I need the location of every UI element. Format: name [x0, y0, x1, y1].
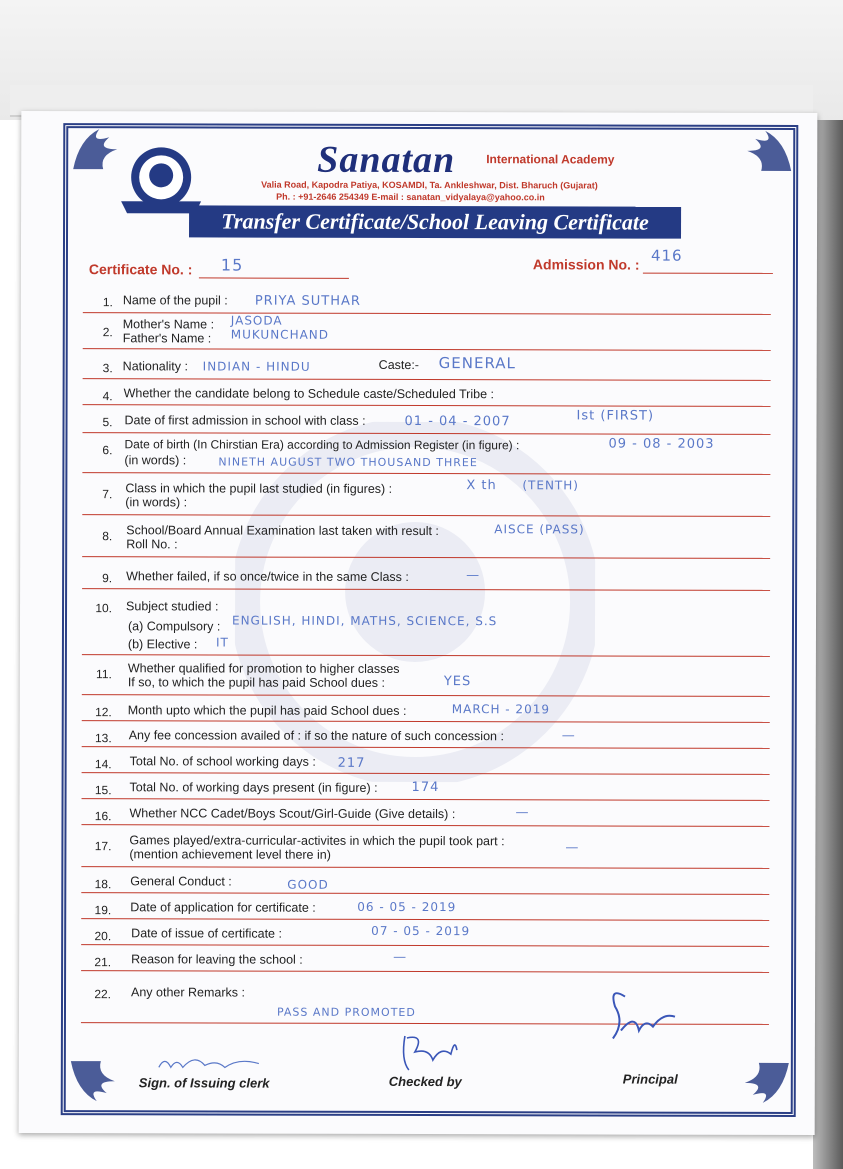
clerk-signature-label: Sign. of Issuing clerk	[138, 1075, 270, 1091]
row-number: 16.	[94, 809, 112, 824]
row-value-secondary: YES	[443, 674, 472, 690]
row-value: PASS AND PROMOTED	[276, 1005, 416, 1019]
row-number: 22.	[94, 987, 112, 1002]
corner-ornament-icon	[739, 1059, 793, 1113]
checker-signature	[395, 1030, 465, 1074]
row-value: —	[393, 949, 408, 965]
school-name: Sanatan	[317, 138, 456, 182]
row-label: Whether failed, if so once/twice in the same Class :	[126, 569, 409, 584]
row-number: 20.	[94, 929, 112, 944]
row-value: GOOD	[287, 877, 329, 892]
scan-background-top	[0, 0, 843, 120]
row-label-secondary: Roll No. :	[126, 537, 178, 552]
row-label: Total No. of school working days :	[129, 754, 316, 769]
row-label: Games played/extra-curricular-activites in which the pupil took part :	[129, 833, 505, 849]
row-number: 13.	[94, 731, 112, 746]
row-value: INDIAN - HINDU	[202, 359, 311, 374]
row-number: 17.	[94, 839, 112, 854]
row-value: PRIYA SUTHAR	[254, 293, 361, 309]
row-label: Date of application for certificate :	[130, 900, 316, 915]
row-label: Subject studied :	[126, 599, 219, 614]
row-3	[83, 349, 771, 381]
row-label-secondary: (in words) :	[124, 453, 187, 468]
row-value: MARCH - 2019	[451, 702, 550, 717]
school-address: Valia Road, Kapodra Patiya, KOSAMDI, Ta. Ankleshwar, Dist. Bharuch (Gujarat)	[261, 179, 598, 191]
row-value: 06 - 05 - 2019	[357, 899, 457, 915]
row-number: 15.	[94, 783, 112, 798]
row-label: Any other Remarks :	[131, 985, 245, 1000]
row-number: 8.	[102, 529, 113, 544]
row-label-tertiary: (b) Elective :	[127, 637, 198, 652]
row-10	[82, 589, 770, 657]
row-number: 3.	[102, 361, 113, 376]
row-label: Nationality :	[122, 359, 189, 374]
row-label-secondary: Caste:-	[378, 357, 419, 373]
row-label: General Conduct :	[130, 874, 232, 889]
row-label-secondary: (a) Compulsory :	[127, 619, 221, 634]
row-16	[81, 799, 769, 827]
row-value: 09 - 08 - 2003	[608, 436, 715, 452]
row-label: Month upto which the pupil has paid School dues :	[127, 703, 407, 718]
row-13	[82, 721, 770, 749]
row-number: 2.	[102, 325, 113, 340]
document-title: Transfer Certificate/School Leaving Certificate	[189, 205, 681, 238]
row-label: Mother's Name :	[122, 317, 215, 332]
row-value: 174	[411, 779, 440, 796]
row-label: Whether NCC Cadet/Boys Scout/Girl-Guide (Give details) :	[129, 806, 456, 822]
row-number: 4.	[102, 389, 113, 404]
row-number: 14.	[94, 757, 112, 772]
row-label: Whether the candidate belong to Schedule caste/Scheduled Tribe :	[123, 386, 495, 402]
row-label: Reason for leaving the school :	[131, 952, 303, 967]
corner-ornament-icon	[741, 121, 795, 175]
row-number: 10.	[95, 601, 113, 616]
row-9	[82, 557, 770, 591]
certificate-sheet	[19, 111, 818, 1135]
row-label-secondary: If so, to which the pupil has paid School dues :	[127, 675, 385, 690]
row-label: Total No. of working days present (in figure) :	[129, 780, 378, 795]
row-value: —	[515, 805, 530, 821]
row-value: X th	[466, 478, 497, 494]
row-label: School/Board Annual Examination last taken with result :	[126, 523, 439, 539]
school-name-suffix: International Academy	[486, 152, 615, 167]
clerk-signature	[155, 1049, 265, 1075]
certificate-no-value: 15	[220, 255, 244, 275]
row-value-secondary: Ist (FIRST)	[576, 408, 655, 424]
row-value-secondary: (TENTH)	[522, 478, 579, 493]
row-5	[82, 405, 770, 435]
row-number: 21.	[94, 955, 112, 970]
corner-ornament-icon	[69, 119, 123, 173]
row-number: 12.	[95, 705, 112, 720]
row-20	[81, 919, 769, 947]
row-label: Date of birth (In Chirstian Era) according to Admission Register (in figure) :	[124, 437, 520, 453]
row-label: Date of issue of certificate :	[131, 926, 282, 941]
row-8	[82, 515, 770, 559]
row-value-tertiary: IT	[215, 635, 229, 650]
row-label: Any fee concession availed of : if so the nature of such concession :	[128, 728, 504, 744]
row-15	[82, 773, 770, 801]
row-label: Date of first admission in school with class :	[124, 413, 366, 428]
row-label-secondary: (in words) :	[125, 495, 188, 510]
row-label: Whether qualified for promotion to higher classes	[127, 661, 400, 676]
row-6	[82, 433, 770, 475]
admission-no-label: Admission No. :	[532, 256, 640, 273]
row-12	[82, 695, 770, 723]
row-value: —	[466, 568, 481, 584]
row-value: 01 - 04 - 2007	[404, 413, 511, 430]
row-2	[83, 313, 771, 351]
row-19	[81, 893, 769, 921]
row-7	[82, 473, 770, 517]
row-number: 18.	[94, 877, 112, 892]
row-value: —	[561, 728, 576, 744]
row-4	[83, 379, 771, 407]
row-11	[82, 655, 770, 697]
row-value: 07 - 05 - 2019	[371, 923, 471, 939]
row-number: 9.	[102, 571, 113, 586]
row-number: 11.	[96, 667, 112, 682]
row-value-secondary: MUKUNCHAND	[230, 327, 330, 342]
row-number: 6.	[102, 443, 113, 458]
row-1	[83, 287, 771, 315]
row-21	[81, 945, 769, 973]
principal-label: Principal	[622, 1071, 678, 1087]
row-18	[81, 867, 769, 895]
row-value-secondary: GENERAL	[438, 354, 516, 373]
row-value: AISCE (PASS)	[494, 522, 585, 537]
row-17	[81, 825, 769, 869]
row-label: Class in which the pupil last studied (in figures) :	[125, 481, 393, 496]
checked-by-label: Checked by	[388, 1073, 462, 1090]
row-number: 19.	[94, 903, 112, 918]
row-value-secondary: ENGLISH, HINDI, MATHS, SCIENCE, S.S	[231, 613, 498, 629]
row-number: 7.	[102, 487, 113, 502]
principal-signature	[605, 982, 685, 1046]
school-contact: Ph. : +91-2646 254349 E-mail : sanatan_vidyalaya@yahoo.co.in	[276, 191, 545, 203]
row-label: Name of the pupil :	[122, 293, 228, 308]
scan-edge-shadow	[813, 120, 843, 1169]
corner-ornament-icon	[67, 1057, 121, 1111]
row-value: —	[565, 840, 580, 856]
row-number: 1.	[102, 295, 113, 310]
admission-no-value: 416	[650, 246, 683, 265]
row-value: JASODA	[230, 313, 283, 328]
certificate-no-label: Certificate No. :	[88, 261, 193, 278]
row-14	[82, 747, 770, 775]
row-value-secondary: NINETH AUGUST TWO THOUSAND THREE	[218, 455, 478, 470]
row-label-secondary: Father's Name :	[122, 331, 212, 346]
row-label-secondary: (mention achievement level there in)	[129, 847, 331, 862]
row-number: 5.	[102, 415, 113, 430]
row-value: 217	[337, 755, 366, 771]
